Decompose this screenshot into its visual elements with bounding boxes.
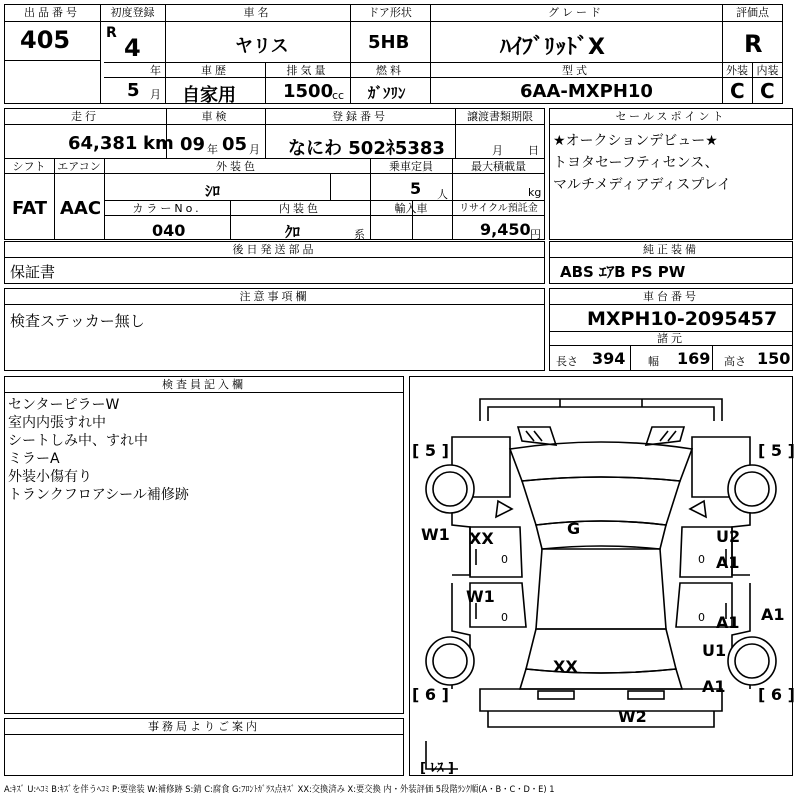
inspector-notes-label: 検査員記入欄 — [162, 378, 246, 391]
max-load-label: 最大積載量 — [471, 160, 526, 173]
length: 394 — [592, 349, 626, 368]
damage-mark: XX — [553, 657, 578, 676]
interior-color: ｸﾛ — [285, 223, 301, 241]
height: 150 — [757, 349, 791, 368]
width-label: 幅 — [648, 355, 659, 368]
damage-mark: A1 — [702, 677, 726, 696]
interior-grade-label: 内装 — [756, 64, 779, 77]
capacity: 5 — [410, 179, 422, 198]
interior-color-label: 内装色 — [279, 202, 321, 215]
damage-mark: W2 — [618, 707, 647, 726]
inspection-year: 09 — [180, 134, 206, 155]
fuel: ｶﾞｿﾘﾝ — [368, 84, 406, 102]
fuel-label: 燃料 — [376, 64, 404, 77]
registration-year: 4 — [124, 34, 141, 62]
tire-front-left: [ 5 ] — [412, 441, 449, 460]
legend-text: A:ｷｽﾞ U:ﾍｺﾐ B:ｷｽﾞを伴うﾍｺﾐ P:要塗装 W:補修跡 S:錆 C:腐食 G:ﾌﾛﾝﾄｶﾞﾗｽ点ｷｽﾞ XX:交換済み X:要交換 内・外装評価 5段階ﾗﾝｸ順(A・B・C・D・E) 1 — [4, 785, 555, 795]
chassis-label: 車台番号 — [643, 290, 699, 303]
tire-front-right: [ 5 ] — [758, 441, 795, 460]
grade: ﾊｲﾌﾞﾘｯﾄﾞX — [500, 35, 605, 60]
damage-mark: A1 — [761, 605, 785, 624]
caution-label: 注意事項欄 — [239, 290, 310, 303]
genuine-equipment-label: 純正装備 — [643, 243, 699, 256]
damage-mark: A1 — [716, 553, 740, 572]
spare-tire: [ ﾚｽ ] — [420, 761, 454, 776]
sales-points-label: セールスポイント — [615, 110, 727, 123]
length-label: 長さ — [556, 355, 578, 368]
dimensions-label: 諸元 — [657, 332, 685, 345]
exterior-grade: C — [730, 79, 745, 103]
legend — [4, 782, 796, 795]
door-type-label: ドア形状 — [368, 6, 412, 19]
exterior-grade-label: 外装 — [726, 64, 748, 77]
history-label: 車歴 — [201, 64, 229, 77]
inspection-month: 05 — [222, 134, 248, 155]
tire-rear-right: [ 6 ] — [758, 685, 795, 704]
plate-label: 登録番号 — [332, 110, 388, 123]
damage-mark: G — [567, 519, 581, 538]
inspector-note-line: 外装小傷有り — [8, 469, 92, 485]
era: R — [106, 25, 117, 41]
plate-number: なにわ 502ﾈ5383 — [288, 138, 445, 159]
shift: FAT — [12, 198, 48, 219]
damage-mark: 0 — [501, 553, 508, 566]
sales-point-line: ★オークションデビュー★ — [553, 133, 718, 149]
capacity-unit: 人 — [437, 188, 448, 201]
exterior-color: ｼﾛ — [205, 182, 221, 200]
damage-mark: W1 — [466, 587, 495, 606]
inspector-note-line: トランクフロアシール補修跡 — [8, 487, 189, 503]
max-load-unit: kg — [528, 186, 542, 199]
grade-label: グレード — [548, 6, 604, 19]
damage-mark: W1 — [421, 525, 450, 544]
import-label: 輸入車 — [394, 202, 428, 215]
lot-label: 出品番号 — [24, 6, 80, 19]
exterior-color-label: 外装色 — [216, 160, 258, 173]
chassis-number: MXPH10-2095457 — [587, 308, 778, 330]
damage-mark: U2 — [716, 527, 741, 546]
inspection-month-unit: 月 — [249, 143, 260, 156]
genuine-equipment: ABS ｴｱB PS PW — [560, 263, 686, 281]
displacement: 1500 — [283, 81, 334, 102]
damage-mark: U1 — [702, 641, 727, 660]
model-label: 型式 — [562, 64, 590, 77]
inspection-label: 車検 — [201, 110, 230, 123]
year-unit: 年 — [150, 64, 161, 77]
damage-mark: 0 — [501, 611, 508, 624]
car-damage-diagram — [409, 376, 793, 776]
color-number-label: カラーNo. — [132, 202, 202, 215]
inspector-note-line: シートしみ中、すれ中 — [8, 433, 148, 449]
inspector-note-line: 室内内張すれ中 — [8, 415, 106, 431]
interior-color-unit: 系 — [354, 228, 365, 241]
registration-month: 5 — [127, 80, 140, 101]
displacement-label: 排気量 — [286, 64, 329, 77]
inspection-year-unit: 年 — [207, 143, 218, 156]
score-label: 評価点 — [736, 6, 769, 19]
score: R — [744, 30, 763, 58]
car-outline — [410, 377, 792, 775]
car-name-label: 車名 — [243, 6, 272, 19]
inspector-note-line: センターピラーW — [8, 397, 120, 413]
damage-mark: XX — [469, 529, 494, 548]
month-unit: 月 — [150, 88, 161, 101]
caution-note: 検査ステッカー無し — [10, 312, 145, 330]
lot-number: 405 — [20, 26, 71, 54]
shift-label: シフト — [12, 160, 46, 173]
model: 6AA-MXPH10 — [520, 81, 653, 102]
capacity-label: 乗車定員 — [389, 160, 433, 173]
car-name: ヤリス — [235, 36, 289, 57]
recycle-fee: 9,450 — [480, 220, 531, 239]
height-label: 高さ — [724, 355, 746, 368]
history: 自家用 — [182, 85, 236, 106]
sales-point-line: トヨタセーフティセンス、 — [553, 155, 719, 171]
office-notes-label: 事務局よりご案内 — [148, 720, 260, 733]
damage-mark: A1 — [716, 613, 740, 632]
sales-point-line: マルチメディアディスプレイ — [553, 177, 731, 193]
displacement-unit: cc — [332, 89, 345, 102]
ac: AAC — [60, 198, 102, 219]
door-type: 5HB — [368, 32, 410, 53]
color-number: 040 — [152, 221, 186, 240]
ac-label: エアコン — [57, 160, 101, 173]
mileage-label: 走行 — [71, 110, 99, 123]
deferred-parts: 保証書 — [10, 263, 56, 281]
mileage-unit: km — [143, 133, 174, 154]
recycle-unit: 円 — [530, 228, 541, 241]
deferred-parts-label: 後日発送部品 — [232, 243, 317, 256]
width: 169 — [677, 349, 711, 368]
mileage: 64,381 — [68, 133, 138, 154]
first-registration-label: 初度登録 — [110, 6, 155, 19]
transfer-deadline-label: 譲渡書類期限 — [467, 110, 533, 123]
damage-mark: 0 — [698, 611, 705, 624]
interior-grade: C — [760, 79, 775, 103]
vehicle-details-section — [4, 108, 545, 240]
inspector-note-line: ミラーA — [8, 451, 60, 467]
tire-rear-left: [ 6 ] — [412, 685, 449, 704]
recycle-label: リサイクル預託金 — [459, 203, 538, 214]
damage-mark: 0 — [698, 553, 705, 566]
transfer-day-unit: 日 — [528, 144, 539, 157]
transfer-month-unit: 月 — [492, 144, 503, 157]
